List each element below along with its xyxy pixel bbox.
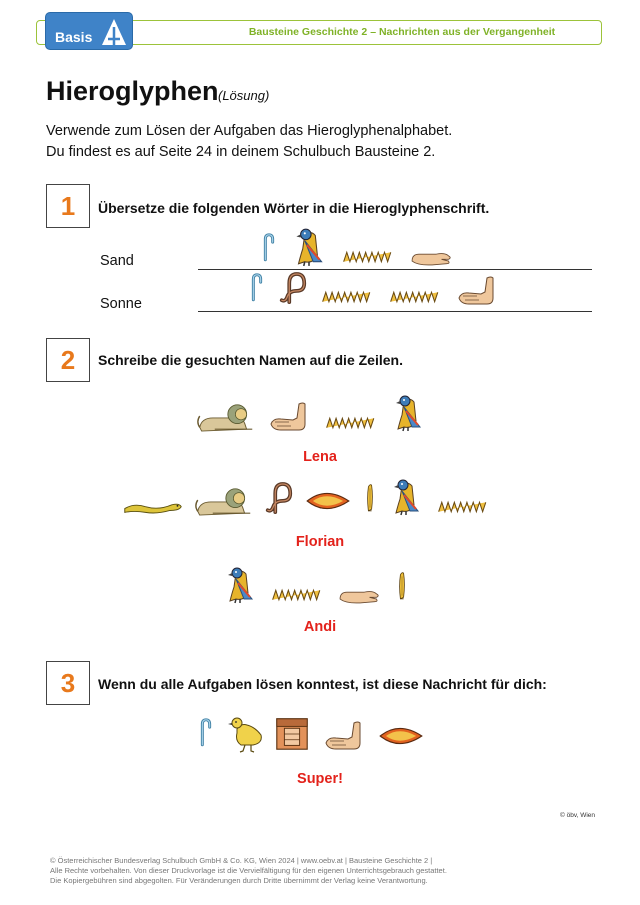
arm-icon: [321, 719, 367, 753]
arm-icon: [454, 274, 500, 308]
water-icon: [268, 584, 326, 606]
task-number-1: 1: [46, 184, 90, 228]
mouth-icon: [377, 719, 425, 753]
hand-icon: [336, 580, 384, 606]
word-sonne: Sonne: [100, 296, 142, 312]
hand-icon: [408, 242, 456, 268]
task-1-instruction: Übersetze die folgenden Wörter in die Hieroglyphenschrift.: [98, 200, 490, 216]
reed-icon: [394, 566, 410, 606]
footer-line-1: © Österreichischer Bundesverlag Schulbuch GmbH & Co. KG, Wien 2024 | www.oebv.at | Bausteine Geschichte 2 |: [50, 856, 433, 865]
answer-super: Super!: [297, 771, 343, 787]
footer-line-3: Die Kopiergebühren sind abgegolten. Für Veränderungen durch Dritte übernimmt der Verlag keine Verantwortung.: [50, 876, 428, 885]
water-icon: [386, 286, 444, 308]
stool-icon: [273, 715, 311, 753]
glyphs-lena: [196, 392, 426, 434]
task-3-instruction: Wenn du alle Aufgaben lösen konntest, ist diese Nachricht für dich:: [98, 676, 547, 692]
glyphs-sand: [258, 226, 456, 268]
vulture-icon: [222, 564, 258, 606]
vulture-icon: [290, 226, 328, 268]
arm-icon: [266, 400, 312, 434]
wick-icon: [264, 480, 294, 518]
intro-line-1: Verwende zum Lösen der Aufgaben das Hieroglyphenalphabet.: [46, 123, 453, 139]
answer-andi: Andi: [303, 619, 337, 635]
vulture-icon: [388, 476, 424, 518]
triangle-icon: [100, 17, 128, 47]
crook-icon: [258, 228, 280, 268]
logo-text: Basis: [55, 29, 93, 45]
crook-icon: [246, 268, 268, 308]
water-icon: [322, 412, 380, 434]
reed-icon: [362, 478, 378, 518]
crook-icon: [195, 713, 217, 753]
basis-logo: [45, 12, 133, 50]
task-2-instruction: Schreibe die gesuchten Namen auf die Zeilen.: [98, 352, 403, 368]
intro-text: [46, 121, 452, 163]
footer: [50, 856, 447, 886]
image-credit: © öbv, Wien: [560, 812, 596, 819]
glyphs-andi: [222, 564, 410, 606]
series-title: Bausteine Geschichte 2 – Nachrichten aus der Vergangenheit: [248, 26, 556, 38]
page-title: Hieroglyphen: [46, 76, 219, 106]
water-icon: [434, 496, 492, 518]
vulture-icon: [390, 392, 426, 434]
word-sand: Sand: [100, 253, 134, 269]
answer-line-sonne: [198, 311, 592, 312]
page-subtitle: (Lösung): [218, 88, 270, 103]
task-number-3: 3: [46, 661, 90, 705]
answer-lena: Lena: [303, 449, 337, 465]
intro-line-2: Du findest es auf Seite 24 in deinem Schulbuch Bausteine 2.: [46, 144, 436, 160]
water-icon: [318, 286, 376, 308]
mouth-icon: [304, 484, 352, 518]
quail-chick-icon: [227, 713, 263, 753]
glyphs-florian: [122, 476, 492, 518]
glyphs-sonne: [246, 268, 500, 308]
answer-florian: Florian: [295, 534, 345, 550]
glyphs-super: [195, 713, 425, 753]
lion-icon: [196, 400, 256, 434]
footer-line-2: Alle Rechte vorbehalten. Von dieser Druckvorlage ist die Vervielfältigung für den eigenen Unterrichtsgebrauch gestattet.: [50, 866, 447, 875]
task-number-2: 2: [46, 338, 90, 382]
lion-icon: [194, 484, 254, 518]
wick-icon: [278, 270, 308, 308]
water-icon: [338, 246, 398, 268]
horned-viper-icon: [122, 486, 184, 518]
